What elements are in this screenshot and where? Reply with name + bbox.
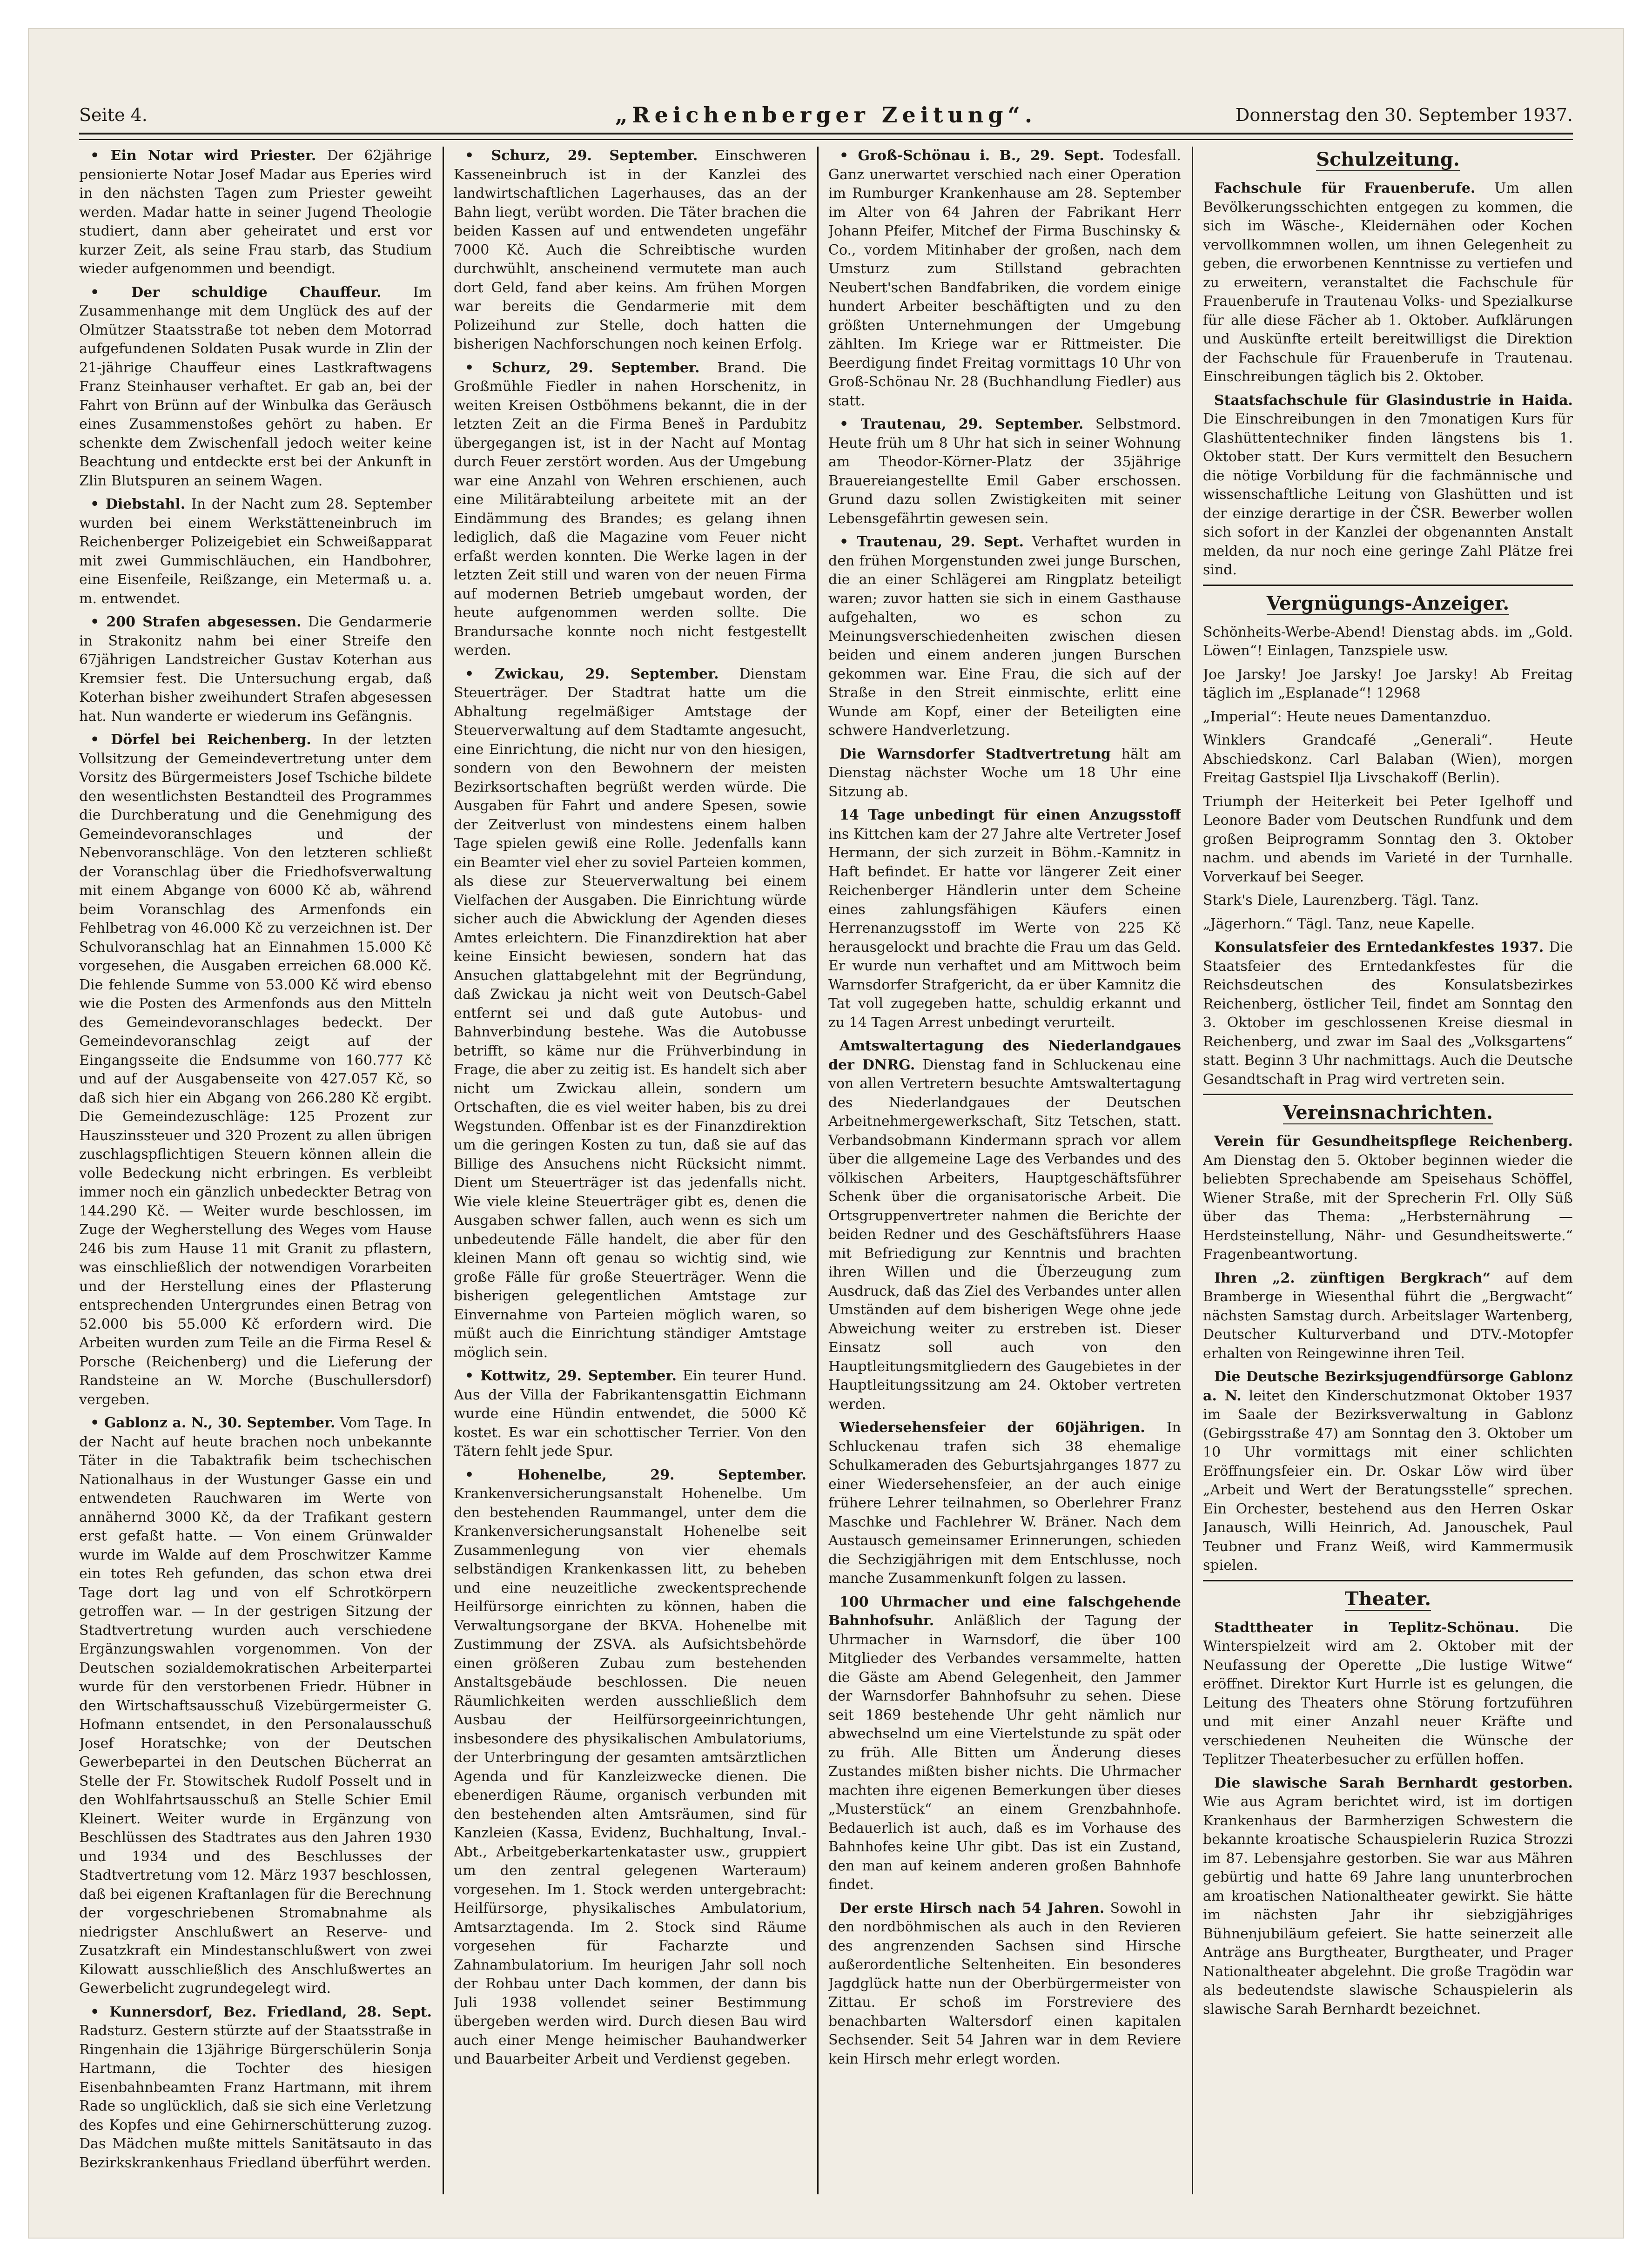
news-article <box>454 1466 806 2069</box>
article-dateline: Verein für Gesundheitspflege Reichenberg. <box>1214 1133 1573 1150</box>
article-paragraph <box>828 1037 1181 1414</box>
article-paragraph <box>454 1466 806 2069</box>
news-article <box>828 1899 1181 2069</box>
article-dateline: Die slawische Sarah Bernhardt gestorben. <box>1214 1775 1573 1791</box>
news-article <box>79 731 432 1409</box>
column-2 <box>454 147 806 2194</box>
article-dateline: • Zwickau, 29. September. <box>465 666 719 682</box>
news-article <box>828 147 1181 410</box>
article-paragraph <box>828 415 1181 528</box>
article-body: In der letzten Vollsitzung der Gemeindevertretung unter dem Vorsitz des Bürgermeisters Josef Tschiche bildete den wesentlichsten Bestandteil des Programmes die Durchberatung und die Genehmigung des Gemeindevoranschlages und der Nebenvoranschläge. Von den letzteren schließt der Voranschlag über die Friedhofsverwaltung mit einem Abgange von 6000 Kč ab, während beim Voranschlag des Armenfonds ein Fehlbetrag von 46.000 Kč zu verzeichnen ist. Der Schulvoranschlag hat an Einnahmen 15.000 Kč vorgesehen, die Ausgaben erreichen 68.000 Kč. Die fehlende Summe von 53.000 Kč wird ebenso wie die Posten des Armenfonds aus den Mitteln des Gemeindevoranschlages bedeckt. Der Gemeindevoranschlag zeigt auf der Eingangsseite die Endsumme von 160.777 Kč und auf der Ausgabenseite von 427.057 Kč, so daß sich hier ein Abgang von 266.280 Kč ergibt. Die Gemeindezuschläge: 125 Prozent zur Hauszinssteuer und 320 Prozent zu allen übrigen zuschlagspflichtigen Steuern können allein die volle Bedeckung nicht erbringen. Es verbleibt immer noch ein gänzlich unbedeckter Betrag von 144.290 Kč. — Weiter wurde beschlossen, im Zuge der Wegherstellung des Weges vom Hause 246 bis zum Hause 11 mit Granit zu pflastern, was einschließlich der notwendigen Vorarbeiten und der Herstellung eines der Pflasterung entsprechenden Untergrundes einen Betrag von 52.000 bis 55.000 Kč erfordern wird. Die Arbeiten wurden zum Teile an die Firma Resel & Porsche (Reichenberg) und die Lieferung der Randsteine an W. Morche (Buschullersdorf) vergeben. <box>79 732 432 1408</box>
news-article <box>828 806 1181 1032</box>
article-body: auf dem Bramberge in Wiesenthal führt die „Bergwacht“ nächsten Samstag durch. Arbeitslager Wartenberg, Deutscher Kulturverband und DTV.-Motopfer erhalten von Reingewinne ihren Teil. <box>1203 1270 1573 1362</box>
article-dateline: • Diebstahl. <box>90 496 186 512</box>
news-article <box>454 359 806 660</box>
article-paragraph <box>79 613 432 726</box>
article-body: Die Einschreibungen in den 7monatigen Kurs für Glashüttentechniker finden längstens bis 1. Oktober statt. Der Kurs vermittelt den Besuchern die nötige Vorbildung für die fachmännische und wissenschaftliche Leitung von Glashütten und ist der einzige derartige in der ČSR. Bewerber wollen sich sofort in der Kanzlei der obgenannten Anstalt melden, da nur noch eine geringe Zahl Plätze frei sind. <box>1203 411 1573 578</box>
column-divider <box>817 147 819 2194</box>
article-body: Ein teurer Hund. Aus der Villa der Fabrikantensgattin Eichmann wurde eine Hündin entwendet, die 5000 Kč kostet. Es war ein schottischer Terrier. Von den Tätern fehlt jede Spur. <box>454 1368 806 1459</box>
article-dateline: Konsulatsfeier des Erntedankfestes 1937. <box>1214 939 1544 955</box>
article-paragraph <box>828 806 1181 1032</box>
news-article <box>1203 391 1573 580</box>
article-body: Um allen Bevölkerungsschichten entgegen zu kommen, die sich im Wäsche-, Kleidernähen oder Kochen vervollkommnen wollen, um ihnen Gelegenheit zu geben, die erworbenen Kenntnisse zu vertiefen und zu erweitern, veranstaltet die Fachschule für Frauenberufe in Trautenau Volks- und Spezialkurse für alle diese Fächer ab 1. Oktober. Aufklärungen und Auskünfte erteilt bereitwilligst die Direktion der Fachschule für Frauenberufe in Trautenau. Einschreibungen täglich bis 2. Oktober. <box>1203 180 1573 385</box>
article-paragraph <box>79 1414 432 1998</box>
issue-date: Donnerstag den 30. September 1937. <box>1235 105 1573 125</box>
article-paragraph <box>1203 179 1573 387</box>
section-heading <box>1203 1094 1573 1126</box>
article-dateline: • Trautenau, 29. September. <box>839 416 1084 432</box>
article-dateline: Die Deutsche Bezirksjugendfürsorge Gablonz a. N. <box>1203 1369 1573 1404</box>
article-dateline: Ihren „2. zünftigen Bergkrach“ <box>1214 1270 1491 1286</box>
article-paragraph <box>1203 1269 1573 1364</box>
article-body: Vom Tage. In der Nacht auf heute brachen noch unbekannte Täter in die Tabaktrafik beim tschechischen Nationalhaus in der Wustunger Gasse ein und entwendeten Rauchwaren im Werte von annähernd 3000 Kč, da der Trafikant gestern erst gefaßt hatte. — Von einem Grünwalder wurde im Walde auf dem Proschwitzer Kamme ein totes Reh gefunden, das schon etwa drei Tage dort lag und von elf Schrotkörpern getroffen war. — In der gestrigen Sitzung der Stadtvertretung wurden auch verschiedene Ergänzungswahlen vorgenommen. Von der Deutschen sozialdemokratischen Arbeiterpartei wurde für den verstorbenen Friedr. Hübner in den Wirtschaftsausschuß Vizebürgermeister G. Hofmann entsendet, in den Personalausschuß Josef Horatschke; von der Deutschen Gewerbepartei in den Deutschen Bücherrat an Stelle der Fr. Stowitschek Rudolf Posselt und in den Wohlfahrtsausschuß an Stelle Schier Emil Kleinert. Weiter wurde in Ergänzung von Beschlüssen des Stadtrates aus den Jahren 1930 und 1934 und des Beschlusses der Stadtvertretung vom 12. März 1937 beschlossen, daß bei eigenen Kraftanlagen für die Berechnung der vorgeschriebenen Stromabnahme als niedrigster Anschlußwert an Reserve- und Zusatzkraft ein Mindestanschlußwert von zwei Kilowatt ausschließlich des Anschlußwertes an Gewerbelicht zugrundegelegt wird. <box>79 1415 432 1997</box>
article-dateline: • Ein Notar wird Priester. <box>90 148 316 164</box>
news-article <box>828 415 1181 528</box>
news-article <box>1203 1619 1573 1769</box>
page-number: Seite 4. <box>79 105 148 125</box>
news-article <box>828 1593 1181 1895</box>
article-body: Selbstmord. Heute früh um 8 Uhr hat sich in seiner Wohnung am Theodor-Körner-Platz der 35jährige Brauereiangestellte Emil Gaber erschossen. Grund dazu sollen Zwistigkeiten mit seiner Lebensgefährtin gewesen sein. <box>828 416 1181 527</box>
article-paragraph <box>454 147 806 354</box>
article-body: In Schluckenau trafen sich 38 ehemalige Schulkameraden des Geburtsjahrganges 1877 zu einer Wiedersehensfeier, an der auch einige frühere Lehrer teilnahmen, so Oberlehrer Franz Maschke und Fachlehrer W. Bräner. Nach dem Austausch gemeinsamer Erinnerungen, schieden die Sechzigjährigen mit dem Entschlusse, noch manche Zusammenkunft folgen zu lassen. <box>828 1419 1181 1587</box>
news-article <box>1203 1132 1573 1264</box>
page-header <box>28 28 1624 128</box>
entertainment-listing <box>1203 915 1573 934</box>
article-body: hält am Dienstag nächster Woche um 18 Uhr eine Sitzung ab. <box>828 746 1181 800</box>
article-body: Die Gendarmerie in Strakonitz nahm bei einer Streife den 67jährigen Landstreicher Gustav Koterhan aus Kremsier fest. Die Untersuchung ergab, daß Koterhan bisher zweihundert Strafen abgesessen hat. Nun wanderte er wiederum ins Gefängnis. <box>79 614 432 725</box>
news-article <box>454 1367 806 1461</box>
article-dateline: • Schurz, 29. September. <box>465 359 700 376</box>
article-dateline: • Schurz, 29. September. <box>465 148 698 164</box>
article-body: Dienstag fand in Schluckenau eine von allen Vertretern besuchte Amtswaltertagung des Niederlandgaues der Deutschen Arbeitnehmergewerkschaft, Sitz Tetschen, statt. Verbandsobmann Kindermann sprach vor allem über die allgemeine Lage des Verbandes und des völkischen Arbeiters, Hauptgeschäftsführer Schenk über die organisatorische Arbeit. Die Ortsgruppenvertreter nahmen die Berichte der beiden Redner und des Geschäftsführers Haase mit Befriedigung zur Kenntnis und brachten ihren Willen und die Überzeugung zum Ausdruck, daß das Ziel des Verbandes unter allen Umständen auf dem bisherigen Wege ohne jede Abweichung weiter zu erstreben ist. Dieser Einsatz soll auch von den Hauptleitungsmitgliedern des Gaugebietes in der Hauptleitungssitzung am 24. Oktober vertreten werden. <box>828 1056 1181 1412</box>
header-rule <box>79 133 1573 140</box>
listing-text: Schönheits-Werbe-Abend! Dienstag abds. im „Gold. Löwen“! Einlagen, Tanzspiele usw. <box>1203 624 1573 659</box>
article-paragraph <box>1203 1774 1573 2019</box>
article-dateline: • Gablonz a. N., 30. September. <box>90 1415 336 1431</box>
listing-text: Winklers Grandcafé „Generali“. Heute Abschiedskonz. Carl Balaban (Wien), morgen Freitag Gastspiel Ilja Livschakoff (Berlin). <box>1203 732 1573 786</box>
section-heading-text: Theater. <box>1344 1587 1431 1610</box>
article-dateline: Stadttheater in Teplitz-Schönau. <box>1214 1619 1519 1636</box>
article-dateline: Die Warnsdorfer Stadtvertretung <box>839 746 1111 762</box>
article-body: Am Dienstag den 5. Oktober beginnen wieder die beliebten Sprechabende am Speisehaus Schöffel, Wiener Straße, mit der Sprecherin Frl. Olly Süß über das Thema: „Herbsternährung — Herdsteinstellung, Nähr- und Gesundheitswerte.“ Fragenbeantwortung. <box>1203 1152 1573 1263</box>
article-body: Verhaftet wurden in den frühen Morgenstunden zwei junge Burschen, die an einer Schlägerei am Ringplatz beteiligt waren; zuvor hatten sie sich in einem Gasthause aufgehalten, wo es schon zu Meinungsverschiedenheiten zwischen diesen beiden und einem anderen jungen Burschen gekommen war. Eine Frau, die sich auf der Straße in den Streit einmischte, erlitt eine Wunde am Kopf, einer der Beteiligten eine schwere Handverletzung. <box>828 534 1181 739</box>
article-paragraph <box>79 147 432 279</box>
article-paragraph <box>79 495 432 608</box>
article-paragraph <box>828 533 1181 740</box>
entertainment-listing <box>1203 731 1573 788</box>
article-paragraph <box>828 745 1181 802</box>
article-body: Radsturz. Gestern stürzte auf der Staatsstraße in Ringenhain die 13jährige Bürgerschülerin Sonja Hartmann, die Tochter des hiesigen Eisenbahnbeamten Franz Hartmann, mit ihrem Rade so unglücklich, daß sie sich eine Verletzung des Kopfes und eine Gehirnerschütterung zuzog. Das Mädchen mußte mittels Sanitätsauto in das Bezirkskrankenhaus Friedland überführt werden. <box>79 2023 432 2171</box>
article-dateline: • Hohenelbe, 29. September. <box>465 1466 806 1483</box>
news-article <box>79 147 432 279</box>
article-body: Dienstam Steuerträger. Der Stadtrat hatte um die Abhaltung regelmäßiger Amtstage der Steuerverwaltung auf dem Stadtamte angesucht, eine Einrichtung, die nicht nur von den hiesigen, sondern von den Bewohnern der meisten Bezirksortschaften begrüßt werden würde. Die Ausgaben für Fahrt und andere Spesen, sowie der Zeitverlust von mindestens einem halben Tage spielen gewiß eine Rolle. Jedenfalls kann ein Beamter viel eher zu soviel Parteien kommen, als diese zur Steuerverwaltung bei einem Vielfachen der Ausgaben. Die Einrichtung würde sicher auch die Abwicklung der Agenden dieses Amtes erleichtern. Die Finanzdirektion hat aber keine Einsicht bewiesen, sondern hat das Ansuchen glattabgelehnt mit der Begründung, daß Zwickau ja nicht weit von Deutsch-Gabel entfernt sei und daß gute Autobus- und Bahnverbindung bestehe. Was die Autobusse betrifft, so käme nur die Frühverbindung in Frage, die aber zu zeitig ist. Es handelt sich aber nicht um Zwickau allein, sondern um Ortschaften, die es viel weiter haben, bis zu drei Wegstunden. Offenbar ist es der Finanzdirektion um die geringen Kosten zu tun, daß sie auf das Billige des Ansuchens nicht Rücksicht nimmt. Dient um Steuerträger ist das jedenfalls nicht. Wie viele kleine Steuerträger gibt es, denen die Ausgaben schwer fallen, auch wenn es sich um unbedeutende Fälle handelt, die aber für den kleinen Mann oft genau so wichtig sind, wie große Fälle für große Steuerträger. Wenn die bisherigen gelegentlichen Amtstage zur Einvernahme von Parteien möglich waren, so müßt auch die Einrichtung ständiger Amtstage möglich sein. <box>454 666 806 1361</box>
article-columns <box>79 147 1573 2194</box>
article-paragraph <box>79 283 432 491</box>
column-3 <box>828 147 1181 2194</box>
news-article <box>828 533 1181 740</box>
column-divider <box>443 147 444 2194</box>
article-paragraph <box>1203 1132 1573 1264</box>
news-article <box>828 745 1181 802</box>
news-article <box>454 147 806 354</box>
article-dateline: Fachschule für Frauenberufe. <box>1214 180 1476 196</box>
news-article <box>79 283 432 491</box>
article-paragraph <box>828 1899 1181 2069</box>
article-dateline: • Der schuldige Chauffeur. <box>90 284 382 301</box>
article-paragraph <box>828 147 1181 410</box>
article-body: Einschweren Kasseneinbruch ist in der Kanzlei des landwirtschaftlichen Lagerhauses, das an der Bahn liegt, verübt worden. Die Täter brachen die beiden Kassen auf und entwendeten ungefähr 7000 Kč. Auch die Schreibtische wurden durchwühlt, anscheinend vermutete man auch dort Geld, fand aber keins. Am frühen Morgen war bereits die Gendarmerie mit dem Polizeihund zur Stelle, doch hatten die bisherigen Nachforschungen noch keinen Erfolg. <box>454 148 806 352</box>
news-article <box>454 665 806 1363</box>
article-body: Der 62jährige pensionierte Notar Josef Madar aus Eperies wird in den nächsten Tagen zum Priester geweiht werden. Madar hatte in seiner Jugend Theologie studiert, dann aber geheiratet und erst vor kurzer Zeit, als seine Frau starb, das Studium wieder aufgenommen und beendigt. <box>79 148 432 277</box>
entertainment-listing <box>1203 708 1573 727</box>
masthead-title: „Reichenberger Zeitung“. <box>615 102 1037 128</box>
article-dateline: • 200 Strafen abgesessen. <box>90 614 302 630</box>
article-paragraph <box>828 1419 1181 1588</box>
entertainment-listing <box>1203 666 1573 703</box>
listing-text: Triumph der Heiterkeit bei Peter Igelhoff und Leonore Bader vom Deutschen Rundfunk und dem großen Beiprogramm Sonntag den 3. Oktober nachm. und abends im Varieté in der Turnhalle. Vorverkauf bei Seeger. <box>1203 793 1573 885</box>
entertainment-listing <box>1203 623 1573 661</box>
section-heading <box>1203 1580 1573 1612</box>
news-article <box>79 495 432 608</box>
article-dateline: • Kottwitz, 29. September. <box>465 1368 677 1384</box>
column-4 <box>1203 147 1573 2194</box>
article-paragraph <box>1203 1368 1573 1575</box>
news-article <box>828 1037 1181 1414</box>
article-dateline: 14 Tage unbedingt für einen Anzugsstoff <box>839 807 1181 823</box>
article-body: Sowohl in den nordböhmischen als auch in den Revieren des angrenzenden Sachsen sind Hirsche außerordentliche Seltenheiten. Ein besonderes Jagdglück hatte nun der Oberbürgermeister von Zittau. Er schoß im Forstreviere des benachbarten Waltersdorf einen kapitalen Sechsender. Seit 54 Jahren war in dem Reviere kein Hirsch mehr erlegt worden. <box>828 1900 1181 2067</box>
article-dateline: • Trautenau, 29. Sept. <box>839 534 1024 550</box>
article-dateline: • Dörfel bei Reichenberg. <box>90 732 311 748</box>
news-article <box>1203 938 1573 1089</box>
listing-text: „Imperial“: Heute neues Damentanzduo. <box>1203 708 1491 725</box>
article-body: In der Nacht zum 28. September wurden bei einem Werkstätteneinbruch im Reichenberger Polizeigebiet ein Schweißapparat mit zwei Gummischläuchen, ein Handbohrer, eine Eisenfeile, Reißzange, ein Metermaß u. a. m. entwendet. <box>79 496 432 607</box>
article-body: Die Winterspielzeit wird am 2. Oktober mit der Neufassung der Operette „Die lustige Witwe“ eröffnet. Direktor Kurt Hurrle ist es gelungen, die Leitung des Theaters ohne Störung fortzuführen und mit einer Anzahl neuer Kräfte und verschiedenen Neuheiten die Wünsche der Teplitzer Theaterbesucher zu erfüllen hoffen. <box>1203 1619 1573 1768</box>
entertainment-listing <box>1203 891 1573 910</box>
article-dateline: Wiedersehensfeier der 60jährigen. <box>839 1419 1145 1436</box>
article-body: Anläßlich der Tagung der Uhrmacher in Warnsdorf, die über 100 Mitglieder des Verbandes versammelte, hatten die Gäste am Abend Gelegenheit, den Jammer der Warnsdorfer Bahnhofsuhr zu sehen. Diese seit 1869 bestehende Uhr geht nämlich nur abwechselnd um eine Viertelstunde zu spät oder zu früh. Alle Bitten um Änderung dieses Zustandes mißten bisher nichts. Die Uhrmacher machten ihre eigenen Bemerkungen über dieses „Musterstück“ an einem Grenzbahnhofe. Bedauerlich ist auch, daß es im Vorhause des Bahnhofes keine Uhr gibt. Das ist ein Zustand, den man auf keinem anderen großen Bahnhofe findet. <box>828 1613 1181 1893</box>
article-dateline: • Kunnersdorf, Bez. Friedland, 28. Sept. <box>90 2004 432 2020</box>
article-paragraph <box>1203 1619 1573 1769</box>
article-dateline: • Groß-Schönau i. B., 29. Sept. <box>839 148 1104 164</box>
article-body: leitet den Kinderschutzmonat Oktober 1937 im Saale der Bezirksverwaltung in Gablonz (Gebirgsstraße 47) am Sonntag den 3. Oktober um 10 Uhr vormittags mit einer schlichten Eröffnungsfeier ein. Dr. Oskar Löw wird über „Arbeit und Wert der Beratungsstelle“ sprechen. Ein Orchester, bestehend aus den Herren Oskar Janausch, Willi Heinrich, Ad. Janouschek, Paul Teubner und Franz Weiß, wird Kammermusik spielen. <box>1203 1387 1573 1573</box>
section-heading-text: Schulzeitung. <box>1316 148 1460 170</box>
news-article <box>1203 179 1573 387</box>
article-paragraph <box>454 665 806 1363</box>
entertainment-listing <box>1203 793 1573 887</box>
article-paragraph <box>828 1593 1181 1895</box>
news-article <box>79 2003 432 2173</box>
article-body: Todesfall. Ganz unerwartet verschied nach einer Operation im Rumburger Krankenhause am 28. September im Alter von 64 Jahren der Fabrikant Herr Johann Pfeifer, Mitchef der Firma Buschinsky & Co., vordem Mitinhaber der großen, nach dem Umsturz zum Stillstand gebrachten Neubert'schen Bandfabriken, die vordem einige hundert Arbeiter beschäftigten und zu den größten Unternehmungen der Umgebung zählten. Im Kriege war er Rittmeister. Die Beerdigung findet Freitag vormittags 10 Uhr von Groß-Schönau Nr. 28 (Buchhandlung Fiedler) aus statt. <box>828 148 1181 409</box>
article-body: Brand. Die Großmühle Fiedler in nahen Horschenitz, in weiten Kreisen Ostböhmens bekannt, die in der letzten Zeit an die Firma Beneš in Pardubitz übergegangen ist, ist in der Nacht auf Montag durch Feuer zerstört worden. Aus der Umgebung war eine Anzahl von Wehren erschienen, auch eine Militärabteilung arbeitete mit an der Eindämmung des Brandes; es gelang ihnen lediglich, daß die Magazine vom Feuer nicht erfaßt werden konnten. Die Werke lagen in der letzten Zeit still und waren von der neuen Firma auf modernen Betrieb umgebaut worden, der heute aufgenommen werden sollte. Die Brandursache konnte noch nicht festgestellt werden. <box>454 359 806 659</box>
news-article <box>79 613 432 726</box>
section-heading-text: Vereinsnachrichten. <box>1283 1102 1493 1123</box>
listing-text: Joe Jarsky! Joe Jarsky! Joe Jarsky! Ab Freitag täglich im „Esplanade“! 12968 <box>1203 666 1573 701</box>
news-article <box>1203 1368 1573 1575</box>
article-body: Im Zusammenhange mit dem Unglück des auf der Olmützer Staatsstraße tot neben dem Motorrad aufgefundenen Soldaten Pusak wurde in Zlin der 21-jährige Chauffeur eines Lastkraftwagens Franz Steinhauser verhaftet. Er gab an, bei der Fahrt von Brünn auf der Winbulka das Geräusch eines Zusammenstoßes gehört zu haben. Er schenkte dem Zwischenfall jedoch weiter keine Beachtung und entdeckte erst bei der Ankunft in Zlin Blutspuren an seinem Wagen. <box>79 284 432 489</box>
article-dateline: Der erste Hirsch nach 54 Jahren. <box>839 1900 1105 1916</box>
section-heading <box>1203 585 1573 617</box>
listing-text: Stark's Diele, Laurenzberg. Tägl. Tanz. <box>1203 892 1479 908</box>
news-article <box>1203 1269 1573 1364</box>
article-dateline: 100 Uhrmacher und eine falschgehende Bahnhofsuhr. <box>828 1594 1181 1629</box>
section-heading-text: Vergnügungs-Anzeiger. <box>1266 592 1510 614</box>
section-heading <box>1203 147 1573 173</box>
article-paragraph <box>79 2003 432 2173</box>
column-1 <box>79 147 432 2194</box>
article-dateline: Amtswaltertagung des Niederlandgaues der DNRG. <box>828 1038 1181 1073</box>
article-body: Krankenversicherungsanstalt Hohenelbe. Um den bestehenden Raummangel, unter dem die Krankenversicherungsanstalt Hohenelbe seit Zusammenlegung von vier ehemals selbständigen Krankenkassen litt, zu beheben und eine neuzeitliche zweckentsprechende Heilfürsorge einrichten zu können, haben die Verwaltungsorgane der BKVA. Hohenelbe mit Zustimmung der ZSVA. als Aufsichtsbehörde einen größeren Zubau zum bestehenden Anstaltsgebäude beschlossen. Die neuen Räumlichkeiten werden ausschließlich dem Ausbau der Heilfürsorgeeinrichtungen, insbesondere des physikalischen Ambulatoriums, der Unterbringung der gesamten amtsärztlichen Agenda und für Kanzleizwecke dienen. Die ebenerdigen Räume, organisch verbunden mit den bestehenden alten Amtsräumen, sind für Kanzleien (Kassa, Evidenz, Buchhaltung, Inval.-Abt., Arbeitgeberkartenkataster usw., gruppiert um den zentral gelegenen Warteraum) vorgesehen. Im 1. Stock werden untergebracht: Heilfürsorge, physikalisches Ambulatorium, Amtsarztagenda. Im 2. Stock sind Räume vorgesehen für Facharzte und Zahnambulatorium. Im heurigen Jahr soll noch der Rohbau unter Dach kommen, der dann bis Juli 1938 vollendet seiner Bestimmung übergeben werden wird. Durch diesen Bau wird auch einer Menge heimischer Bauhandwerker und Bauarbeiter Arbeit und Verdienst gegeben. <box>454 1486 806 2067</box>
news-article <box>828 1419 1181 1588</box>
column-divider <box>1192 147 1193 2194</box>
listing-text: „Jägerhorn.“ Tägl. Tanz, neue Kapelle. <box>1203 915 1475 932</box>
article-body: ins Kittchen kam der 27 Jahre alte Vertreter Josef Hermann, der sich zurzeit in Böhm.-Kamnitz in Haft befindet. Er hatte vor längerer Zeit einer Reichenberger Händlerin unter dem Scheine eines zahlungsfähigen Käufers einen Herrenanzugsstoff im Werte von 225 Kč herausgelockt und brachte die Frau um das Geld. Er wurde nun verhaftet und am Mittwoch beim Warnsdorfer Strafgericht, da er über Kamnitz die Tat voll zugegeben hatte, schuldig erkannt und zu 14 Tagen Arrest unbedingt verurteilt. <box>828 826 1181 1031</box>
article-paragraph <box>454 359 806 660</box>
article-paragraph <box>1203 391 1573 580</box>
news-article <box>1203 1774 1573 2019</box>
article-paragraph <box>79 731 432 1409</box>
news-article <box>79 1414 432 1998</box>
article-body: Die Staatsfeier des Erntedankfestes für die Reichsdeutschen des Konsulatsbezirkes Reichenberg, östlicher Teil, findet am Sonntag den 3. Oktober im geschlossenen Kreise diesmal in Reichenberg, und zwar im Saal des „Volksgartens“ statt. Beginn 3 Uhr nachmittags. Auch die Deutsche Gesandtschaft in Prag wird vertreten sein. <box>1203 939 1573 1088</box>
article-paragraph <box>454 1367 806 1461</box>
article-paragraph <box>1203 938 1573 1089</box>
newspaper-page <box>28 28 1624 2239</box>
article-dateline: Staatsfachschule für Glasindustrie in Haida. <box>1214 392 1573 409</box>
article-body: Wie aus Agram berichtet wird, ist im dortigen Krankenhaus der Barmherzigen Schwestern die bekannte kroatische Schauspielerin Ruzica Strozzi im 87. Lebensjahre gestorben. Sie war aus Mähren gebürtig und hatte 69 Jahre lang ununterbrochen am kroatischen Nationaltheater gewirkt. Sie hätte im nächsten Jahr ihr siebzigjähriges Bühnenjubiläum gefeiert. Sie hatte seinerzeit alle Anträge ans Burgtheater, Burgtheater, und Prager Nationaltheater abgelehnt. Die große Tragödin war als bedeutendste slawische Schauspielerin als slawische Sarah Bernhardt bezeichnet. <box>1203 1794 1573 2017</box>
